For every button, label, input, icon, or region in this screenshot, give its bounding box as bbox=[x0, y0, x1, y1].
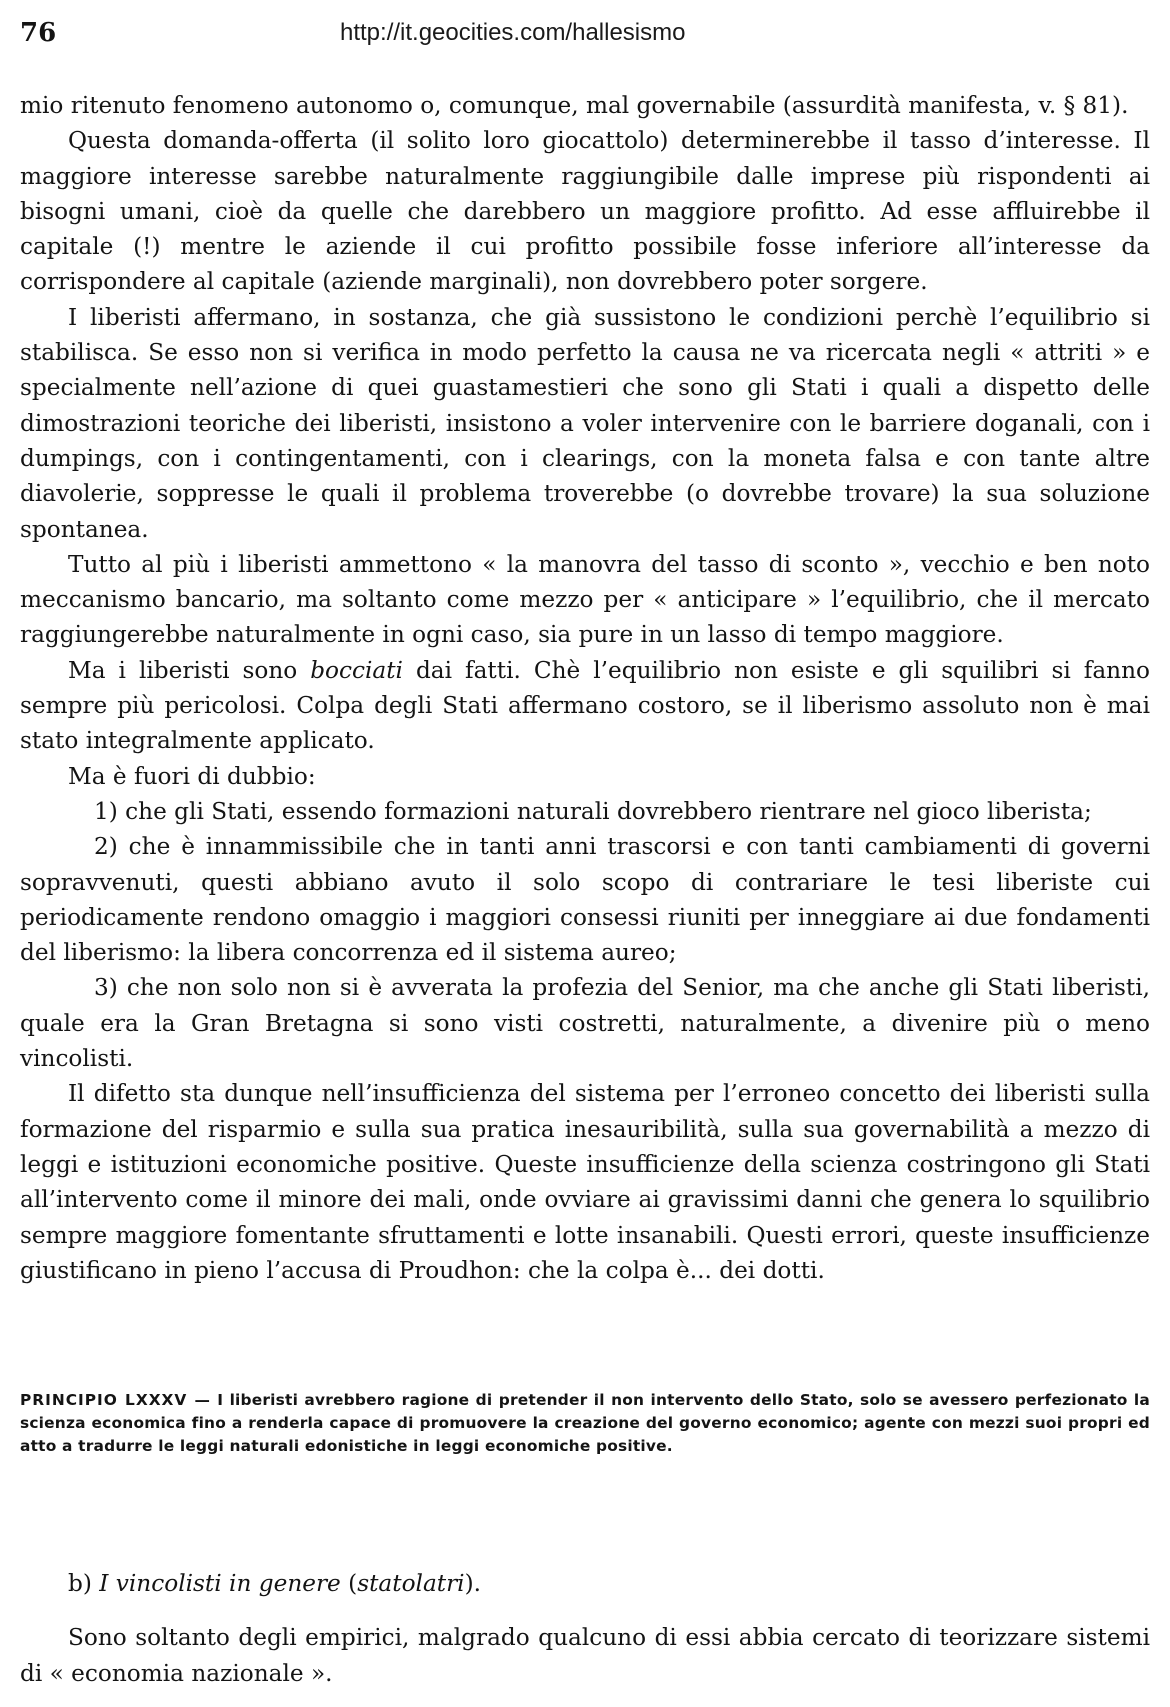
paragraph: mio ritenuto fenomeno autonomo o, comunque, mal governabile (assurdità manifesta, v. § 81). bbox=[20, 92, 1129, 119]
paragraph: Questa domanda-offerta (il solito loro giocattolo) determinerebbe il tasso d’interesse. Il maggiore interesse sarebbe naturalmente raggiungibile dalle imprese più rispondenti ai bisogni umani, cioè da quelle che darebbero un maggiore profitto. Ad esse affluirebbe il capitale (!) mentre le aziende il cui profitto possibile fosse inferiore all’interesse da corrispondere al capitale (aziende marginali), non dovrebbero poter sorgere. bbox=[20, 127, 1150, 296]
source-url[interactable]: http://it.geocities.com/hallesismo bbox=[340, 19, 686, 46]
closing-text bbox=[20, 1620, 1150, 1692]
list-item: 1) che gli Stati, essendo formazioni naturali dovrebbero rientrare nel gioco liberista; bbox=[94, 797, 1092, 825]
list-item: 3) che non solo non si è avverata la profezia del Senior, ma che anche gli Stati liberisti, quale era la Gran Bretagna si sono visti costretti, naturalmente, a divenire più o meno vincolisti. bbox=[20, 974, 1150, 1073]
principle-text: I liberisti avrebbero ragione di pretender il non intervento dello Stato, solo se avessero perfezionato la scienza economica fino a renderla capace di promuovere la creazione del governo economico; agente con mezzi suoi propri ed atto a tradurre le leggi naturali edonistiche in leggi economiche positive. bbox=[20, 1391, 1150, 1455]
list-item: 2) che è innammissibile che in tanti anni trascorsi e con tanti cambiamenti di governi sopravvenuti, questi abbiano avuto il solo scopo di contrariare le tesi liberiste cui periodicamente rendono omaggio i maggiori consessi riuniti per inneggiare ai due fondamenti del liberismo: la libera concorrenza ed il sistema aureo; bbox=[20, 833, 1150, 967]
page-header bbox=[20, 18, 1150, 58]
paragraph: Tutto al più i liberisti ammettono « la manovra del tasso di sconto », vecchio e ben noto meccanismo bancario, ma soltanto come mezzo per « anticipare » l’equilibrio, che il mercato raggiungerebbe naturalmente in ogni caso, sia pure in un lasso di tempo maggiore. bbox=[20, 550, 1150, 649]
paragraph: I liberisti affermano, in sostanza, che già sussistono le condizioni perchè l’equilibrio si stabilisca. Se esso non si verifica in modo perfetto la causa ne va ricercata negli « attriti » e specialmente nell’azione di quei guastamestieri che sono gli Stati i quali a dispetto delle dimostrazioni teoriche dei liberisti, insistono a voler intervenire con le barriere doganali, con i dumpings, con i contingentamenti, con i clearings, con la moneta falsa e con tante altre diavolerie, soppresse le quali il problema troverebbe (o dovrebbe trovare) la sua soluzione spontanea. bbox=[20, 303, 1150, 543]
text-span: dai fatti. Chè l’equilibrio non esiste e gli squilibri si fanno sempre più pericolosi. Colpa degli Stati affermano costoro, se il liberismo assoluto non è mai stato integralmente applicato. bbox=[20, 656, 1150, 755]
paren-open: ( bbox=[348, 1570, 358, 1597]
principle-heading: PRINCIPIO LXXXV — bbox=[20, 1391, 211, 1409]
text-span: Ma i liberisti sono bbox=[68, 656, 311, 684]
paren-close: ). bbox=[464, 1570, 482, 1597]
paragraph: Il difetto sta dunque nell’insufficienza del sistema per l’erroneo concetto dei liberisti sulla formazione del risparmio e sulla sua pratica inesauribilità, sulla sua governabilità a mezzo di leggi e istituzioni economiche positive. Queste insufficienze della scienza costringono gli Stati all’intervento come il minore dei mali, onde ovviare ai gravissimi danni che genera lo squilibrio sempre maggiore fomentante sfruttamenti e lotte insanabili. Questi errori, queste insufficienze giustificano in pieno l’accusa di Proudhon: che la colpa è... dei dotti. bbox=[20, 1080, 1150, 1284]
page-number: 76 bbox=[20, 18, 57, 48]
section-title: I vincolisti in genere bbox=[99, 1570, 341, 1597]
paragraph: Ma è fuori di dubbio: bbox=[68, 762, 316, 790]
italic-word: bocciati bbox=[310, 656, 403, 684]
paragraph bbox=[20, 653, 1150, 759]
section-subtitle: statolatri bbox=[357, 1570, 465, 1597]
paragraph: Sono soltanto degli empirici, malgrado qualcuno di essi abbia cercato di teorizzare sistemi di « economia nazionale ». bbox=[20, 1624, 1150, 1687]
section-prefix: b) bbox=[68, 1570, 92, 1597]
main-text bbox=[20, 88, 1150, 1288]
section-heading bbox=[68, 1570, 481, 1597]
principle-block bbox=[20, 1389, 1150, 1458]
